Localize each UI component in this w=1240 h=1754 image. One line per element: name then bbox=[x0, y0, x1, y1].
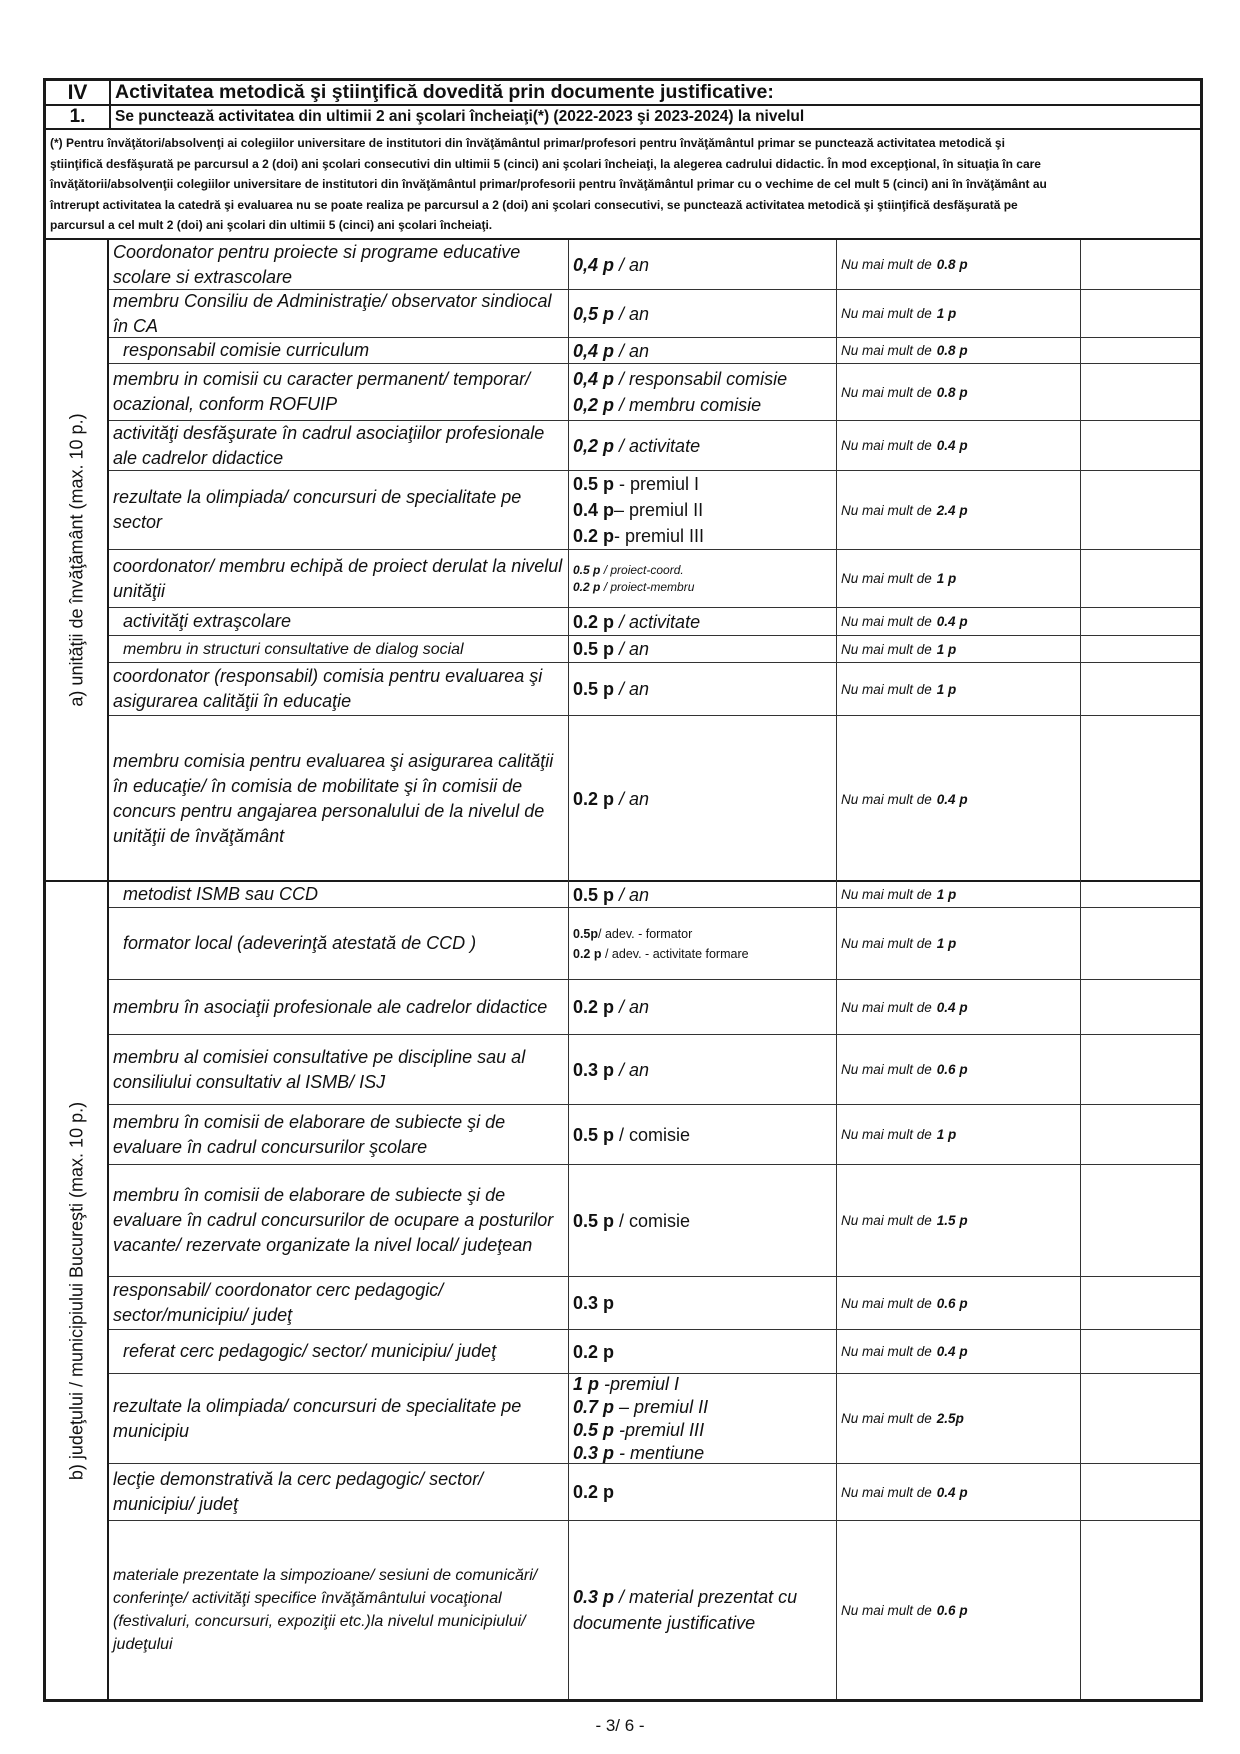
row-max: Nu mai mult de 1 p bbox=[837, 663, 1081, 715]
row-points: 0.5 p / proiect-coord. 0.2 p / proiect-membru bbox=[569, 550, 837, 607]
table-row bbox=[109, 1277, 1200, 1330]
row-description: materiale prezentate la simpozioane/ sesiuni de comunicări/ conferinţe/ activităţi specifice învăţământului vocaţional (festivaluri, concursuri, expoziţii etc.)la nivelul municipiului/ judeţului bbox=[109, 1521, 569, 1699]
row-points: 0.5 p / comisie bbox=[569, 1105, 837, 1164]
row-points: 0,5 p / an bbox=[569, 290, 837, 337]
row-points: 0.2 p / activitate bbox=[569, 608, 837, 635]
row-max: Nu mai mult de 0.8 p bbox=[837, 240, 1081, 289]
row-description: rezultate la olimpiada/ concursuri de specialitate pe municipiu bbox=[109, 1374, 569, 1463]
row-max: Nu mai mult de 1 p bbox=[837, 636, 1081, 662]
score-cell[interactable] bbox=[1081, 290, 1200, 337]
row-points: 0.5 p / an bbox=[569, 663, 837, 715]
row-points: 0.5 p - premiul I 0.4 p– premiul II 0.2 p- premiul III bbox=[569, 471, 837, 549]
section-a-label: a) unităţii de învăţământ (max. 10 p.) bbox=[66, 413, 86, 707]
row-points: 0,4 p / responsabil comisie 0,2 p / membru comisie bbox=[569, 364, 837, 420]
row-max: Nu mai mult de 1.5 p bbox=[837, 1165, 1081, 1276]
row-description: activităţi extraşcolare bbox=[109, 608, 569, 635]
row-max: Nu mai mult de 0.8 p bbox=[837, 364, 1081, 420]
section-number: IV bbox=[46, 81, 111, 104]
row-max: Nu mai mult de 0.6 p bbox=[837, 1277, 1081, 1329]
row-points: 0.3 p / an bbox=[569, 1035, 837, 1104]
score-cell[interactable] bbox=[1081, 882, 1200, 907]
footnote-line: (*) Pentru învăţători/absolvenţi ai colegiilor universitare de institutori din învăţământul primar/profesori pentru învăţământul primar se punctează activitatea metodică şi bbox=[50, 136, 1005, 150]
row-max: Nu mai mult de 1 p bbox=[837, 908, 1081, 979]
score-cell[interactable] bbox=[1081, 1374, 1200, 1463]
score-cell[interactable] bbox=[1081, 608, 1200, 635]
row-description: referat cerc pedagogic/ sector/ municipiu/ judeţ bbox=[109, 1330, 569, 1373]
footnote-line: întrerupt activitatea la catedră şi evaluarea nu se poate realiza pe parcursul a 2 (doi) ani şcolari consecutivi, se punctează activitatea metodică şi ştiinţifică desfăşurată pe bbox=[50, 197, 1018, 212]
score-cell[interactable] bbox=[1081, 421, 1200, 470]
row-description: activităţi desfăşurate în cadrul asociaţiilor profesionale ale cadrelor didactice bbox=[109, 421, 569, 470]
row-description: membru Consiliu de Administraţie/ observator sindiocal în CA bbox=[109, 290, 569, 337]
score-cell[interactable] bbox=[1081, 1105, 1200, 1164]
subsection-title: Se punctează activitatea din ultimii 2 ani şcolari încheiaţi(*) (2022-2023 şi 2023-2024) la nivelul bbox=[115, 108, 805, 125]
row-description: membru în asociaţii profesionale ale cadrelor didactice bbox=[109, 980, 569, 1034]
table-row bbox=[109, 663, 1200, 716]
row-points: 0.3 p bbox=[569, 1277, 837, 1329]
page-number: - 3/ 6 - bbox=[595, 1716, 645, 1735]
score-cell[interactable] bbox=[1081, 338, 1200, 363]
score-cell[interactable] bbox=[1081, 1521, 1200, 1699]
footnote-line: învăţătorii/absolvenţii colegiilor universitare de institutori din învăţământul primar/profesorii pentru învăţământul primar cu o vechime de cel mult 5 (cinci) ani în învăţământ au bbox=[50, 177, 1047, 191]
table-row bbox=[109, 240, 1200, 290]
row-description: metodist ISMB sau CCD bbox=[109, 882, 569, 907]
table-row bbox=[109, 1165, 1200, 1277]
row-description: membru in structuri consultative de dialog social bbox=[109, 636, 569, 662]
row-max: Nu mai mult de 2.4 p bbox=[837, 471, 1081, 549]
evaluation-table bbox=[43, 78, 1203, 1702]
section-title: Activitatea metodică şi ştiinţifică dovedită prin documente justificative: bbox=[115, 81, 774, 103]
row-max: Nu mai mult de 0.6 p bbox=[837, 1035, 1081, 1104]
score-cell[interactable] bbox=[1081, 471, 1200, 549]
table-row bbox=[109, 421, 1200, 471]
row-max: Nu mai mult de 1 p bbox=[837, 550, 1081, 607]
row-description: membru al comisiei consultative pe discipline sau al consiliului consultativ al ISMB/ ISJ bbox=[109, 1035, 569, 1104]
score-cell[interactable] bbox=[1081, 663, 1200, 715]
table-row bbox=[109, 1374, 1200, 1464]
score-cell[interactable] bbox=[1081, 636, 1200, 662]
footnote bbox=[46, 130, 1200, 240]
row-max: Nu mai mult de 0.4 p bbox=[837, 980, 1081, 1034]
row-description: membru comisia pentru evaluarea şi asigurarea calităţii în educaţie/ în comisia de mobilitate şi în comisii de concurs pentru angajarea personalului de la nivelul de unităţii de învăţământ bbox=[109, 716, 569, 882]
table-row bbox=[109, 1035, 1200, 1105]
row-points: 0.2 p / an bbox=[569, 980, 837, 1034]
table-row bbox=[109, 1105, 1200, 1165]
footnote-line: parcursul a cel mult 2 (doi) ani şcolari din ultimii 5 (cinci) ani şcolari încheiaţi. bbox=[50, 218, 493, 232]
row-max: Nu mai mult de 0.4 p bbox=[837, 1464, 1081, 1520]
table-row bbox=[109, 364, 1200, 421]
row-max: Nu mai mult de 1 p bbox=[837, 1105, 1081, 1164]
row-description: coordonator (responsabil) comisia pentru evaluarea şi asigurarea calităţii în educaţie bbox=[109, 663, 569, 715]
row-points: 1 p -premiul I 0.7 p – premiul II 0.5 p -premiul III 0.3 p - mentiune bbox=[569, 1374, 837, 1463]
row-points: 0.5 p / comisie bbox=[569, 1165, 837, 1276]
row-description: membru în comisii de elaborare de subiecte şi de evaluare în cadrul concursurilor de ocupare a posturilor vacante/ rezervate organizate la nivel local/ judeţean bbox=[109, 1165, 569, 1276]
row-points: 0,4 p / an bbox=[569, 240, 837, 289]
table-row bbox=[109, 338, 1200, 364]
score-cell[interactable] bbox=[1081, 1464, 1200, 1520]
score-cell[interactable] bbox=[1081, 908, 1200, 979]
row-max: Nu mai mult de 1 p bbox=[837, 290, 1081, 337]
table-row bbox=[109, 1330, 1200, 1374]
table-row bbox=[109, 882, 1200, 908]
table-row bbox=[109, 608, 1200, 636]
section-a-label-cell bbox=[46, 240, 109, 880]
score-cell[interactable] bbox=[1081, 716, 1200, 882]
row-points: 0.2 p bbox=[569, 1330, 837, 1373]
row-description: membru in comisii cu caracter permanent/ temporar/ ocazional, conform ROFUIP bbox=[109, 364, 569, 420]
score-cell[interactable] bbox=[1081, 240, 1200, 289]
row-description: membru în comisii de elaborare de subiecte şi de evaluare în cadrul concursurilor şcolare bbox=[109, 1105, 569, 1164]
row-description: responsabil/ coordonator cerc pedagogic/ sector/municipiu/ judeţ bbox=[109, 1277, 569, 1329]
row-points: 0.5p/ adev. - formator 0.2 p / adev. - activitate formare bbox=[569, 908, 837, 979]
row-points: 0,2 p / activitate bbox=[569, 421, 837, 470]
section-b bbox=[46, 882, 1200, 1699]
row-max: Nu mai mult de 0.4 p bbox=[837, 1330, 1081, 1373]
row-max: Nu mai mult de 0.4 p bbox=[837, 608, 1081, 635]
table-row bbox=[109, 636, 1200, 663]
subsection-header bbox=[46, 106, 1200, 130]
score-cell[interactable] bbox=[1081, 1277, 1200, 1329]
row-max: Nu mai mult de 0.4 p bbox=[837, 421, 1081, 470]
row-max: Nu mai mult de 0.8 p bbox=[837, 338, 1081, 363]
table-row bbox=[109, 290, 1200, 338]
table-row bbox=[109, 980, 1200, 1035]
table-row bbox=[109, 716, 1200, 882]
score-cell[interactable] bbox=[1081, 980, 1200, 1034]
row-max: Nu mai mult de 0.4 p bbox=[837, 716, 1081, 882]
table-row bbox=[109, 1521, 1200, 1699]
row-description: rezultate la olimpiada/ concursuri de specialitate pe sector bbox=[109, 471, 569, 549]
score-cell[interactable] bbox=[1081, 1165, 1200, 1276]
row-points: 0.5 p / an bbox=[569, 882, 837, 907]
row-description: Coordonator pentru proiecte si programe educative scolare si extrascolare bbox=[109, 240, 569, 289]
section-header bbox=[46, 81, 1200, 106]
row-points: 0.3 p / material prezentat cu documente justificative bbox=[569, 1521, 837, 1699]
table-row bbox=[109, 1464, 1200, 1521]
row-points: 0.2 p / an bbox=[569, 716, 837, 882]
row-points: 0.5 p / an bbox=[569, 636, 837, 662]
row-description: coordonator/ membru echipă de proiect derulat la nivelul unităţii bbox=[109, 550, 569, 607]
row-max: Nu mai mult de 2.5p bbox=[837, 1374, 1081, 1463]
row-description: formator local (adeverinţă atestată de CCD ) bbox=[109, 908, 569, 979]
row-points: 0,4 p / an bbox=[569, 338, 837, 363]
section-b-label-cell bbox=[46, 882, 109, 1699]
row-points: 0.2 p bbox=[569, 1464, 837, 1520]
score-cell[interactable] bbox=[1081, 550, 1200, 607]
row-description: responsabil comisie curriculum bbox=[109, 338, 569, 363]
score-cell[interactable] bbox=[1081, 364, 1200, 420]
table-row bbox=[109, 471, 1200, 550]
score-cell[interactable] bbox=[1081, 1035, 1200, 1104]
row-max: Nu mai mult de 0.6 p bbox=[837, 1521, 1081, 1699]
table-row bbox=[109, 908, 1200, 980]
section-b-label: b) judeţului / municipiului Bucureşti (max. 10 p.) bbox=[66, 1101, 86, 1480]
footnote-line: ştiinţifică desfăşurată pe parcursul a 2 (doi) ani şcolari consecutivi din ultimii 5 (cinci) ani şcolari încheiaţi, la alegerea cadrului didactic. În mod excepţional, în situaţia în care bbox=[50, 156, 1041, 171]
row-description: lecţie demonstrativă la cerc pedagogic/ sector/ municipiu/ judeţ bbox=[109, 1464, 569, 1520]
row-max: Nu mai mult de 1 p bbox=[837, 882, 1081, 907]
section-a bbox=[46, 240, 1200, 882]
table-row bbox=[109, 550, 1200, 608]
subsection-number: 1. bbox=[46, 106, 111, 128]
score-cell[interactable] bbox=[1081, 1330, 1200, 1373]
